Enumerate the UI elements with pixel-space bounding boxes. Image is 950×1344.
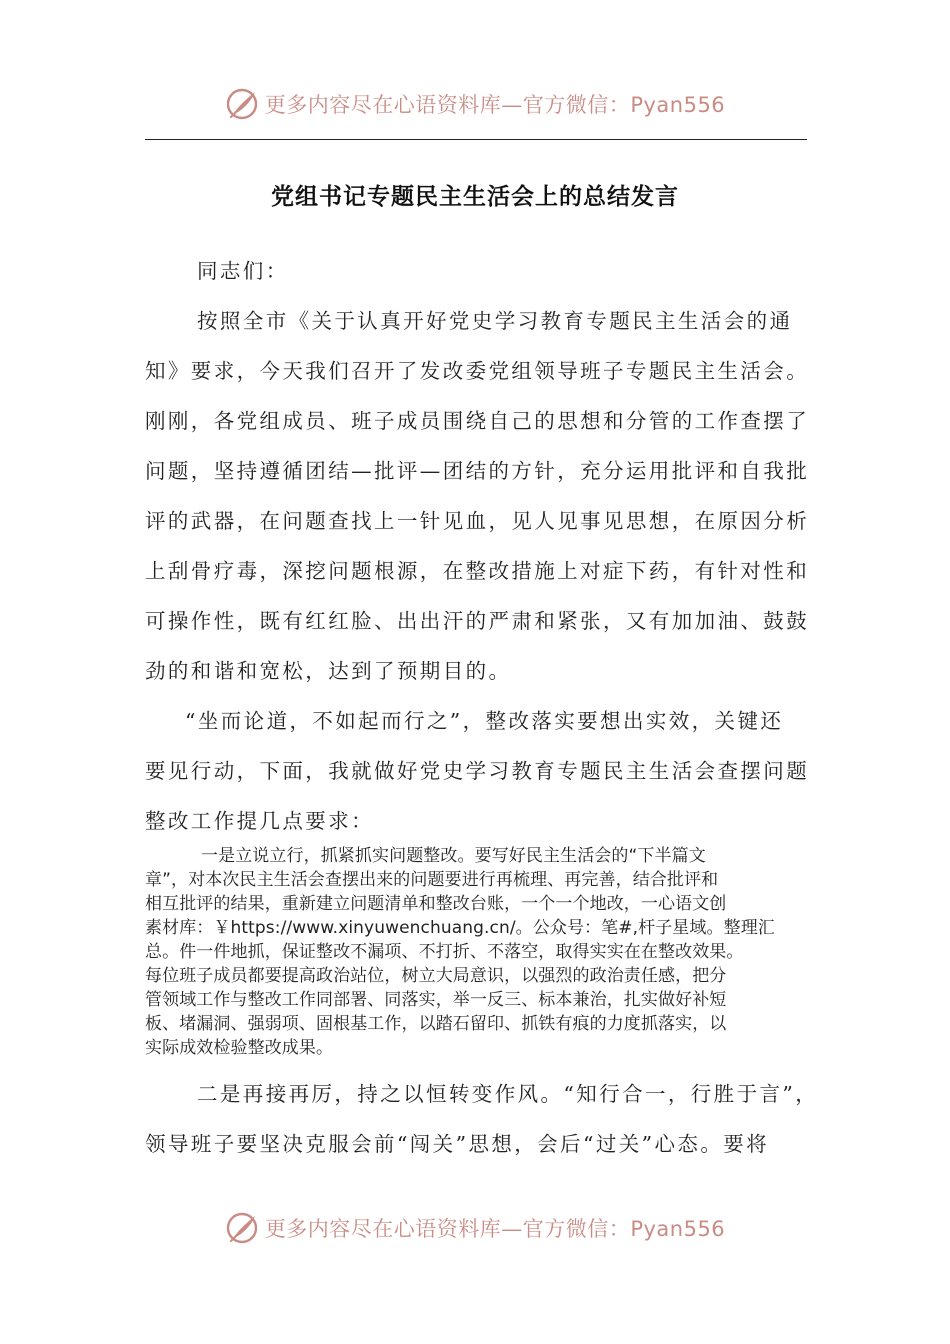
paragraph4-line: 领导班子要坚决克服会前“闯关”思想，会后“过关”心态。要将: [145, 1132, 770, 1156]
paragraph4-line: 二是再接再厉，持之以恒转变作风。“知行合一，行胜于言”，: [197, 1082, 819, 1106]
footer-banner: [0, 1208, 950, 1248]
paragraph2-line: 整改工作提几点要求：: [145, 809, 374, 833]
footer-banner-text: 更多内容尽在心语资料库—官方微信：Pyan556: [264, 1217, 726, 1241]
paragraph3-line: 一是立说立行，抓紧抓实问题整改。要写好民主生活会的“下半篇文: [201, 846, 706, 866]
paragraph3-line: 板、堵漏洞、强弱项、固根基工作，以踏石留印、抓铁有痕的力度抓落实，以: [145, 1014, 727, 1034]
paragraph3-line: 素材库：￥https://www.xinyuwenchuang.cn/。公众号：笔#,杆子星域。整理汇: [145, 918, 775, 938]
footer-wechat-id: Pyan556: [630, 1217, 726, 1241]
paragraph1-line: 知》要求，今天我们召开了发改委党组领导班子专题民主生活会。: [145, 359, 810, 383]
document-title: 党组书记专题民主生活会上的总结发言: [271, 184, 679, 210]
paragraph2-line: 要见行动，下面，我就做好党史学习教育专题民主生活会查摆问题: [145, 759, 810, 783]
paragraph1-line: 评的武器，在问题查找上一针见血，见人见事见思想，在原因分析: [145, 509, 810, 533]
salutation: 同志们：: [197, 259, 289, 283]
header-wechat-id: Pyan556: [630, 93, 726, 117]
paragraph1-line: 按照全市《关于认真开好党史学习教育专题民主生活会的通: [197, 309, 793, 333]
paragraph1-line: 刚刚，各党组成员、班子成员围绕自己的思想和分管的工作查摆了: [145, 409, 810, 433]
quill-logo-icon: [225, 1210, 261, 1246]
header-divider: [145, 139, 807, 140]
paragraph2-line: “坐而论道，不如起而行之”，整改落实要想出实效，关键还: [185, 709, 784, 733]
paragraph3-line: 实际成效检验整改成果。: [145, 1038, 334, 1058]
paragraph1-line: 可操作性，既有红红脸、出出汗的严肃和紧张，又有加加油、鼓鼓: [145, 609, 810, 633]
paragraph3-line: 每位班子成员都要提高政治站位，树立大局意识，以强烈的政治责任感，把分: [145, 966, 727, 986]
paragraph1-line: 上刮骨疗毒，深挖问题根源，在整改措施上对症下药，有针对性和: [145, 559, 810, 583]
paragraph1-line: 问题，坚持遵循团结—批评—团结的方针，充分运用批评和自我批: [145, 459, 810, 483]
paragraph3-line: 管领域工作与整改工作同部署、同落实，举一反三、标本兼治，扎实做好补短: [145, 990, 727, 1010]
paragraph3-line: 总。件一件地抓，保证整改不漏项、不打折、不落空，取得实实在在整改效果。: [145, 942, 744, 962]
paragraph3-line: 章”，对本次民主生活会查摆出来的问题要进行再梳理、再完善，结合批评和: [145, 870, 719, 890]
paragraph1-line: 劲的和谐和宽松，达到了预期目的。: [145, 659, 512, 683]
quill-logo-icon: [225, 86, 261, 122]
paragraph3-line: 相互批评的结果，重新建立问题清单和整改台账，一个一个地改，一心语文创: [145, 894, 727, 914]
header-banner-text: 更多内容尽在心语资料库—官方微信：Pyan556: [264, 93, 726, 117]
header-banner: [0, 84, 950, 124]
